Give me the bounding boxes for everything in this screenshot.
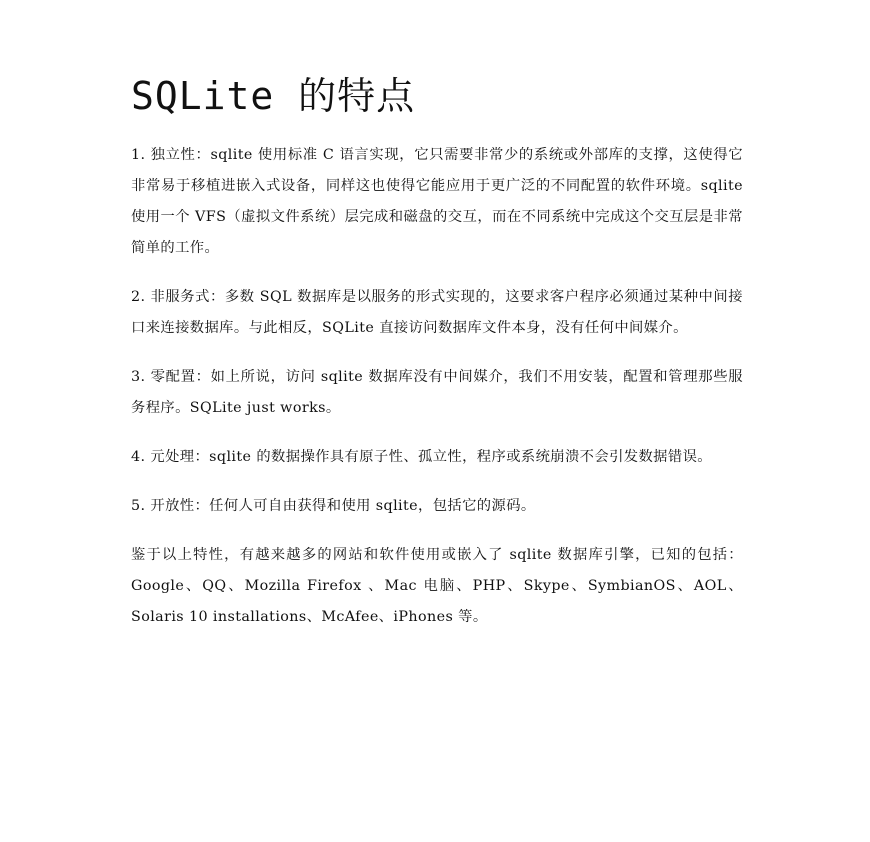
document-page [131, 70, 743, 651]
paragraph-transactional: 4. 元处理：sqlite 的数据操作具有原子性、孤立性，程序或系统崩溃不会引发数据错误。 [131, 449, 712, 465]
paragraph-open-source: 5. 开放性：任何人可自由获得和使用 sqlite，包括它的源码。 [131, 498, 536, 514]
paragraph-zero-config: 3. 零配置：如上所说，访问 sqlite 数据库没有中间媒介，我们不用安装，配置和管理那些服务程序。SQLite just works。 [131, 369, 743, 416]
paragraph-serverless: 2. 非服务式：多数 SQL 数据库是以服务的形式实现的，这要求客户程序必须通过某种中间接口来连接数据库。与此相反，SQLite 直接访问数据库文件本身，没有任何中间媒介。 [131, 289, 743, 336]
page-title: SQLite 的特点 [131, 74, 416, 118]
paragraph-independence: 1. 独立性：sqlite 使用标准 C 语言实现，它只需要非常少的系统或外部库的支撑，这使得它非常易于移植进嵌入式设备，同样这也使得它能应用于更广泛的不同配置的软件环境。sqlite 使用一个 VFS（虚拟文件系统）层完成和磁盘的交互，而在不同系统中完成这个交互层是非常简单的工作。 [131, 147, 743, 256]
paragraph-adoption: 鉴于以上特性，有越来越多的网站和软件使用或嵌入了 sqlite 数据库引擎，已知的包括：Google、QQ、Mozilla Firefox 、Mac 电脑、PHP、Skype、SymbianOS、AOL、Solaris 10 installations、McAfee、iPhones 等。 [131, 547, 743, 625]
